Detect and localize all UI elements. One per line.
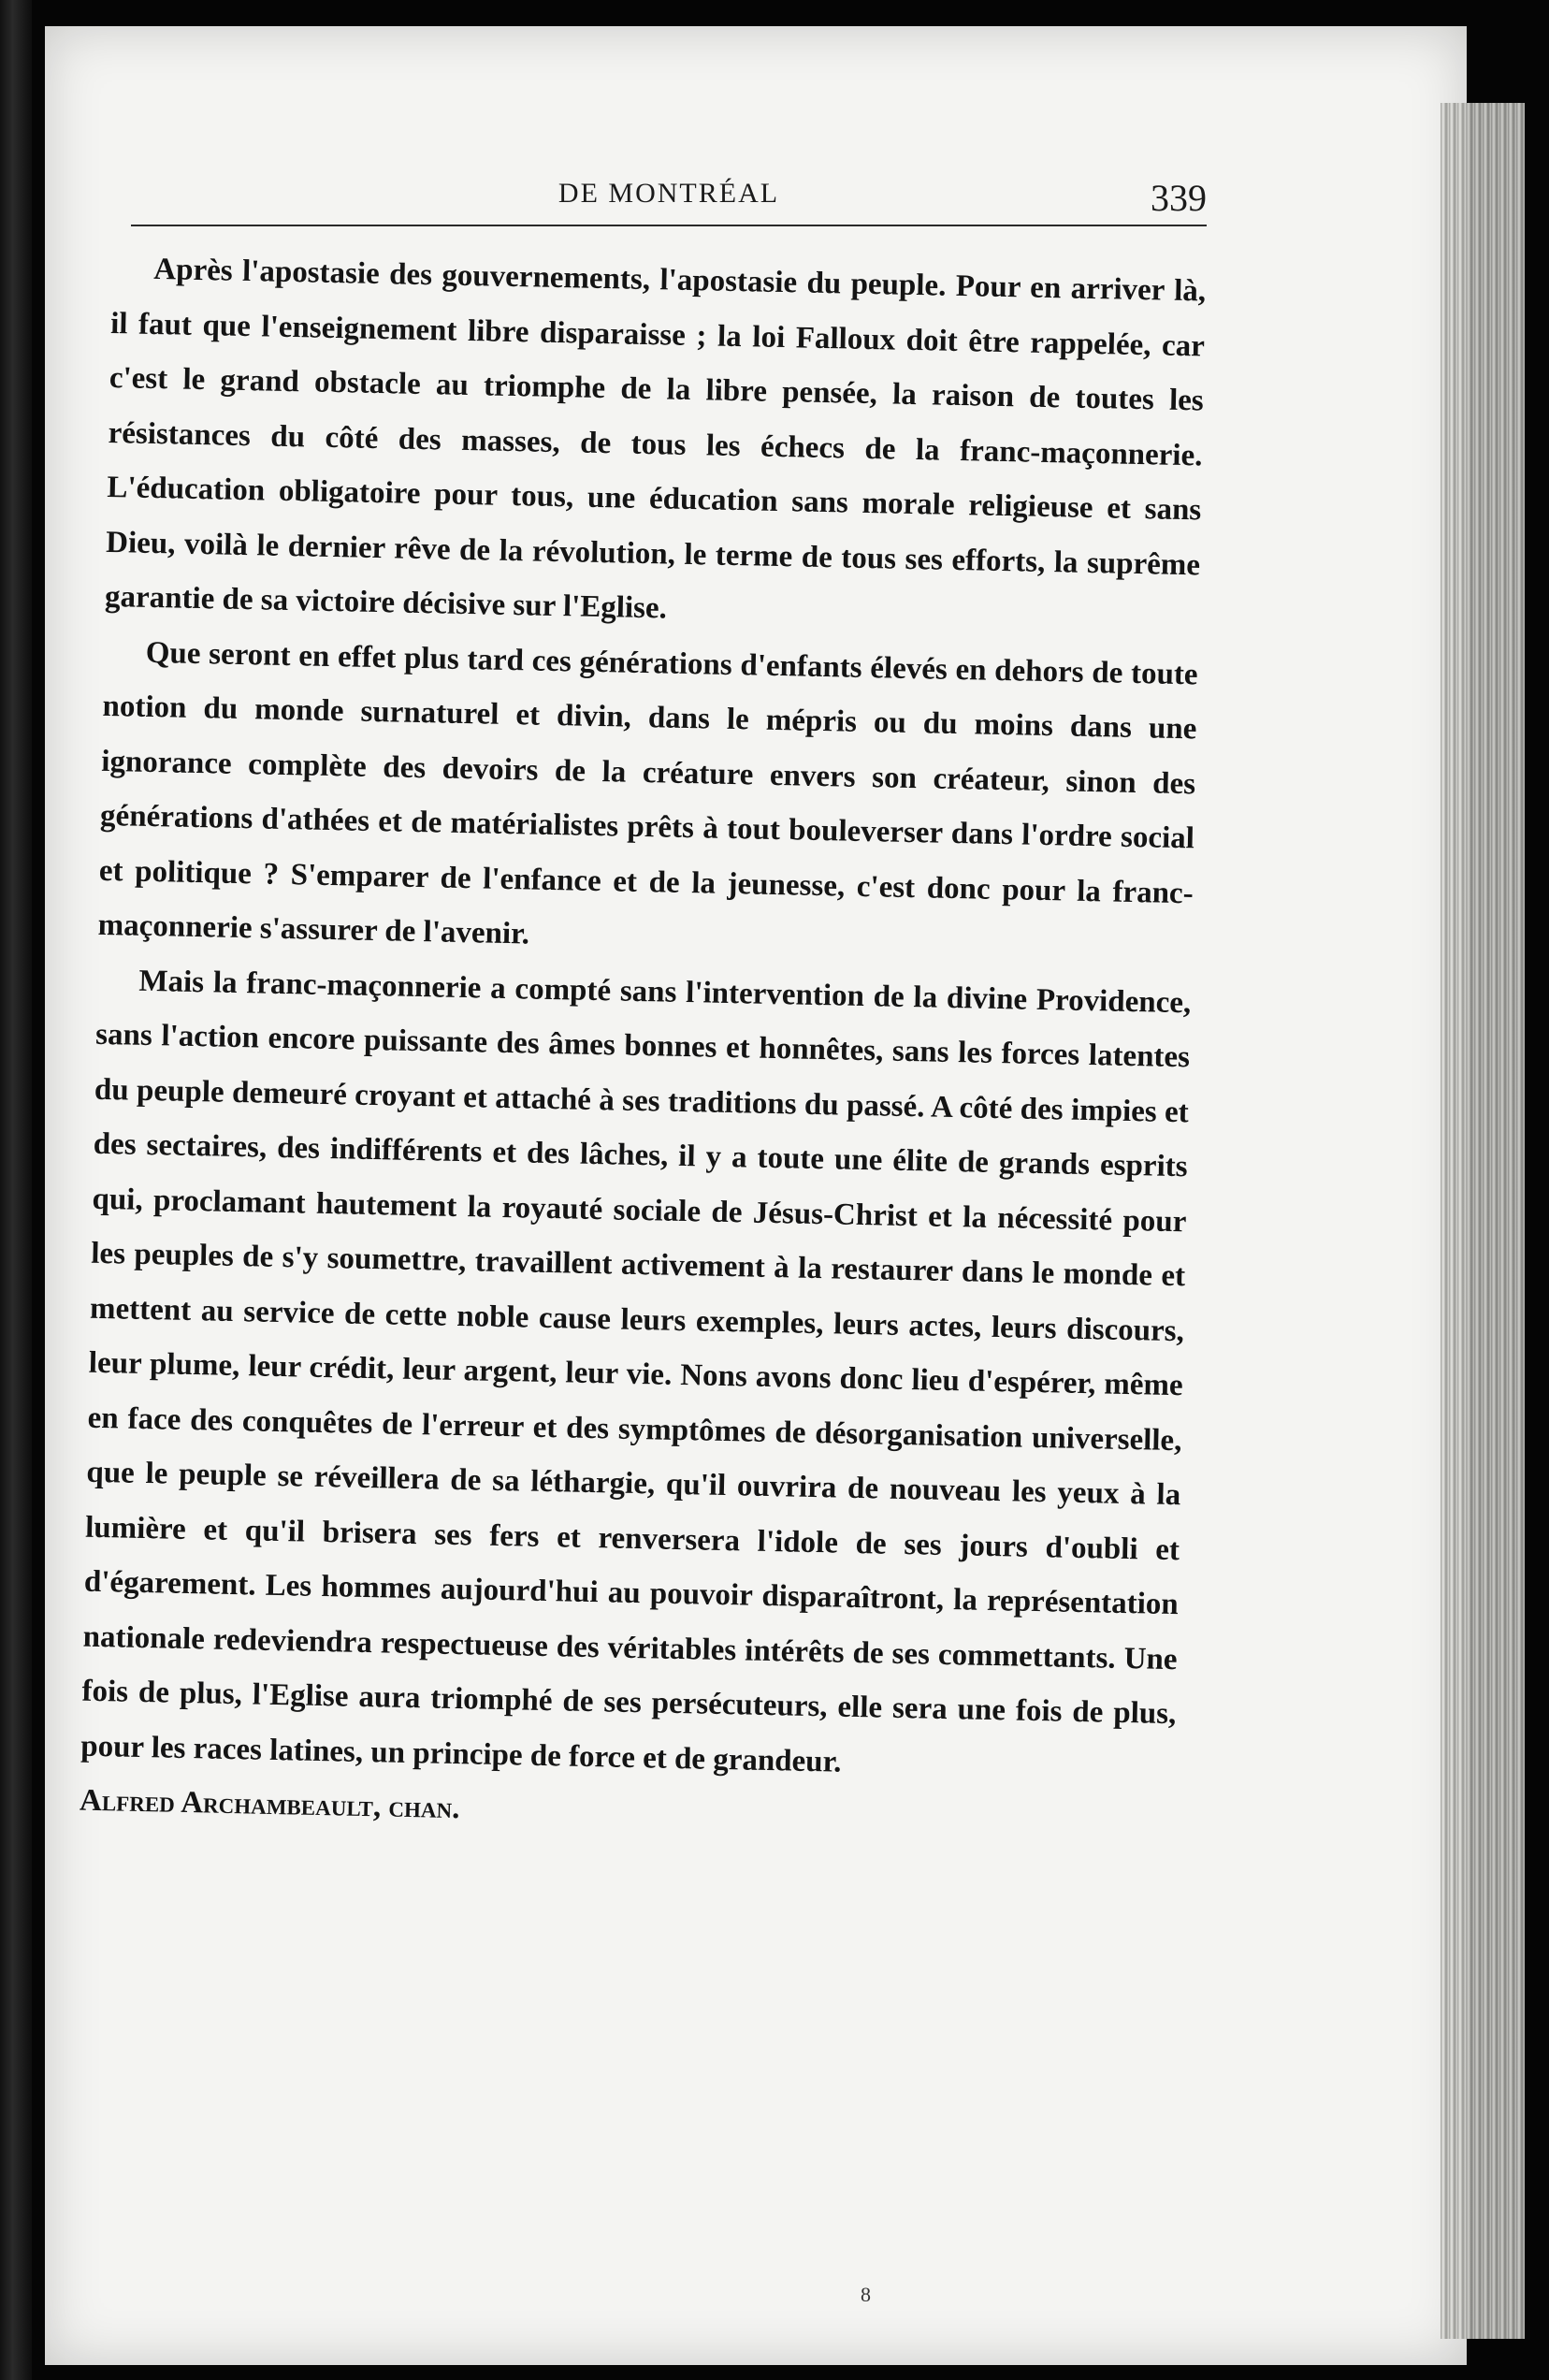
page-number: 339 bbox=[1151, 177, 1207, 219]
header-rule bbox=[131, 225, 1207, 226]
page-stack-edge bbox=[1440, 103, 1525, 2339]
footer-mark: 8 bbox=[861, 2283, 871, 2306]
paragraph: Après l'apostasie des gouvernements, l'apostasie du peuple. Pour en arriver là, il faut que l'enseignement libre disparaisse ; la loi Falloux doit être rappelée, car c'est le grand obstacle au triomphe de la libre pensée, la raison de toutes les résistances du côté des masses, de tous les échecs de la franc-maçonnerie. L'éducation obligatoire pour tous, une éducation sans morale religieuse et sans Dieu, voilà le dernier rêve de la révolution, le terme de tous ses efforts, la suprême garantie de sa victoire décisive sur l'Eglise. bbox=[104, 252, 1207, 626]
page-header bbox=[131, 168, 1207, 225]
author-signature: Alfred Archambeault, chan. bbox=[79, 1783, 460, 1826]
paragraph: Que seront en effet plus tard ces générations d'enfants élevés en dehors de toute notion du monde surnaturel et divin, dans le mépris ou du moins dans une ignorance complète des devoirs de la créature envers son créateur, sinon des générations d'athées et de matérialistes prêts à tout bouleverser dans l'ordre social et politique ? S'emparer de l'enfance et de la jeunesse, c'est donc pour la franc-maçonnerie s'assurer de l'avenir. bbox=[97, 635, 1198, 951]
paragraph: Mais la franc-maçonnerie a compté sans l'intervention de la divine Providence, sans l'action encore puissante des âmes bonnes et honnêtes, sans les forces latentes du peuple demeuré croyant et attaché à ses traditions du passé. A côté des impies et des sectaires, des indifférents et des lâches, il y a toute une élite de grands esprits qui, proclamant hautement la royauté sociale de Jésus-Christ et la nécessité pour les peuples de s'y soumettre, travaillent activement à la restaurer dans le monde et mettent au service de cette noble cause leurs exemples, leurs actes, leurs discours, leur plume, leur crédit, leur argent, leur vie. Nons avons donc lieu d'espérer, même en face des conquêtes de l'erreur et des symptômes de désorganisation universelle, que le peuple se réveillera de sa léthargie, qu'il ouvrira de nouveau les yeux à la lumière et qu'il brisera ses fers et renversera l'idole de ses jours d'oubli et d'égarement. Les hommes aujourd'hui au pouvoir disparaîtront, la représentation nationale redeviendra respectueuse des véritables intérêts de ses commettants. Une fois de plus, l'Eglise aura triomphé de ses persécuteurs, elle sera une fois de plus, pour les races latines, un principe de force et de grandeur. bbox=[80, 964, 1192, 1779]
book-spine-edge bbox=[0, 0, 32, 2380]
running-title: DE MONTRÉAL bbox=[557, 178, 780, 209]
body-text bbox=[79, 241, 1206, 1851]
